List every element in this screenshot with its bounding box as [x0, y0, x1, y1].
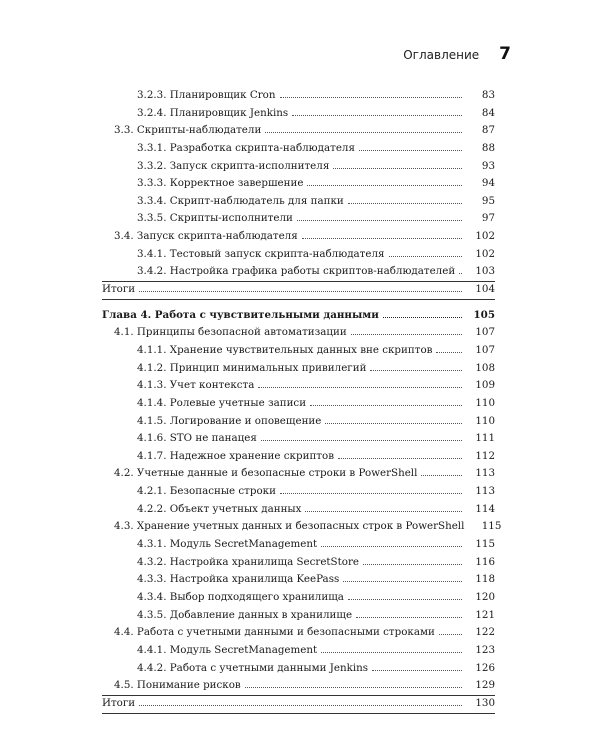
toc-entry-page: 107 — [475, 326, 495, 339]
dot-leader — [356, 616, 462, 618]
toc-entry[interactable] — [0, 175, 600, 193]
dot-leader — [139, 704, 462, 706]
toc-entry[interactable] — [0, 158, 600, 176]
toc-entry-title: 3.4. Запуск скрипта-наблюдателя — [114, 230, 298, 243]
toc-entry-page: 110 — [475, 396, 495, 409]
toc-chapter-entry[interactable] — [0, 307, 600, 325]
toc-entry-page: 121 — [475, 608, 495, 621]
toc-entry-title: 4.1.4. Ролевые учетные записи — [137, 396, 307, 409]
toc-entry-page: 83 — [481, 89, 495, 101]
toc-entry-title: Итоги — [102, 283, 136, 296]
toc-entry[interactable] — [0, 642, 600, 660]
toc-entry[interactable] — [0, 483, 600, 501]
toc-entry-title: 4.1.6. STO не панацея — [137, 432, 257, 445]
dot-leader — [280, 492, 462, 494]
toc-entry[interactable] — [0, 122, 600, 140]
toc-entry-page: 88 — [481, 141, 495, 154]
dot-leader — [389, 255, 463, 257]
dot-leader — [265, 131, 462, 133]
toc-entry-title: 4.1.1. Хранение чувствительных данных вне скриптов — [137, 343, 433, 356]
table-of-contents — [0, 87, 600, 712]
toc-entry[interactable] — [0, 105, 600, 123]
dot-leader — [245, 686, 462, 688]
toc-entry-title: 4.4. Работа с учетными данными и безопасными строками — [114, 626, 435, 639]
toc-entry-title: 3.3. Скрипты-наблюдатели — [114, 124, 262, 137]
toc-entry-title: 4.2.1. Безопасные строки — [137, 485, 276, 498]
toc-entry[interactable] — [0, 342, 600, 360]
toc-entry-page: 104 — [475, 283, 495, 296]
toc-entry[interactable] — [0, 624, 600, 642]
toc-entry-page: 123 — [475, 643, 495, 656]
toc-entry-title: 4.3.4. Выбор подходящего хранилища — [137, 590, 344, 603]
section-title: Оглавление — [403, 48, 480, 62]
toc-entry[interactable] — [0, 430, 600, 448]
toc-entry[interactable] — [0, 263, 600, 281]
toc-entry-title: 4.1. Принципы безопасной автоматизации — [114, 326, 347, 339]
toc-entry-title: 4.2. Учетные данные и безопасные строки в PowerShell — [114, 467, 418, 480]
toc-entry-page: 84 — [481, 106, 495, 119]
toc-entry[interactable] — [0, 228, 600, 246]
toc-entry[interactable] — [0, 395, 600, 413]
dot-leader — [351, 333, 462, 335]
toc-entry-title: 3.3.2. Запуск скрипта-исполнителя — [137, 159, 330, 172]
toc-entry-page: 105 — [473, 308, 495, 321]
divider-line — [102, 695, 495, 696]
running-header — [403, 44, 511, 64]
toc-entry[interactable] — [0, 281, 600, 299]
toc-entry-page: 95 — [481, 194, 495, 207]
toc-entry-title: 4.3.2. Настройка хранилища SecretStore — [137, 555, 359, 568]
dot-leader — [261, 439, 462, 441]
toc-entry[interactable] — [0, 324, 600, 342]
toc-entry-page: 87 — [481, 124, 495, 137]
dot-leader — [292, 114, 462, 116]
dot-leader — [383, 316, 462, 318]
toc-entry-title: 4.5. Понимание рисков — [114, 679, 241, 692]
toc-entry-page: 122 — [475, 626, 495, 639]
toc-entry[interactable] — [0, 571, 600, 589]
dot-leader — [348, 202, 462, 204]
dot-leader — [302, 237, 462, 239]
toc-entry-page: 102 — [475, 247, 495, 260]
dot-leader — [333, 167, 462, 169]
toc-entry-page: 113 — [475, 485, 495, 498]
toc-entry-title: 3.4.1. Тестовый запуск скрипта-наблюдателя — [137, 247, 385, 260]
dot-leader — [321, 545, 462, 547]
toc-entry-page: 126 — [475, 661, 495, 674]
toc-entry[interactable] — [0, 377, 600, 395]
dot-leader — [310, 404, 462, 406]
dot-leader — [359, 149, 462, 151]
toc-entry[interactable] — [0, 536, 600, 554]
toc-entry-page: 112 — [475, 449, 495, 462]
toc-entry-page: 118 — [475, 573, 495, 586]
dot-leader — [305, 510, 462, 512]
dot-leader — [348, 598, 462, 600]
toc-entry-page: 110 — [475, 414, 495, 427]
toc-entry-page: 107 — [475, 343, 495, 356]
dot-leader — [363, 563, 462, 565]
page-number: 7 — [499, 44, 511, 64]
dot-leader — [258, 386, 462, 388]
toc-entry-title: Итоги — [102, 696, 136, 709]
toc-entry-page: 115 — [475, 538, 495, 551]
toc-entry-title: 3.3.3. Корректное завершение — [137, 177, 304, 190]
toc-entry[interactable] — [0, 210, 600, 228]
dot-leader — [338, 457, 462, 459]
dot-leader — [459, 272, 462, 274]
toc-entry-page: 93 — [481, 159, 495, 172]
dot-leader — [370, 369, 462, 371]
toc-entry-title: 4.1.2. Принцип минимальных привилегий — [137, 361, 367, 374]
divider-line — [102, 299, 495, 300]
toc-entry[interactable] — [0, 501, 600, 519]
toc-entry-page: 111 — [475, 432, 495, 445]
toc-entry-page: 129 — [475, 679, 495, 692]
toc-entry[interactable] — [0, 695, 600, 713]
toc-entry[interactable] — [0, 246, 600, 264]
toc-entry-page: 97 — [481, 212, 495, 225]
toc-entry-page: 130 — [475, 696, 495, 709]
toc-entry-page: 94 — [481, 177, 495, 190]
divider-line — [102, 713, 495, 714]
dot-leader — [436, 351, 462, 353]
divider-line — [102, 281, 495, 282]
toc-entry[interactable] — [0, 607, 600, 625]
toc-entry-title: 3.2.3. Планировщик Cron — [137, 89, 276, 101]
toc-entry-title: 4.3.1. Модуль SecretManagement — [137, 538, 318, 551]
toc-entry[interactable] — [0, 193, 600, 211]
toc-entry-title: 3.3.4. Скрипт-наблюдатель для папки — [137, 194, 344, 207]
toc-entry-page: 115 — [481, 520, 502, 533]
toc-entry-page: 108 — [475, 361, 495, 374]
toc-entry[interactable] — [0, 448, 600, 466]
toc-entry-page: 120 — [475, 590, 495, 603]
toc-entry-page: 102 — [475, 230, 495, 243]
toc-entry[interactable] — [0, 518, 600, 536]
toc-entry-title: 4.1.7. Надежное хранение скриптов — [137, 449, 334, 462]
toc-entry-title: 3.3.1. Разработка скрипта-наблюдателя — [137, 141, 355, 154]
toc-entry-page: 114 — [475, 502, 495, 515]
dot-leader — [280, 96, 463, 98]
toc-entry-title: 4.3. Хранение учетных данных и безопасных строк в PowerShell — [114, 520, 465, 533]
dot-leader — [321, 651, 462, 653]
dot-leader — [307, 184, 462, 186]
toc-entry-title: 3.3.5. Скрипты-исполнители — [137, 212, 293, 225]
toc-entry-page: 116 — [475, 555, 495, 568]
dot-leader — [139, 290, 462, 292]
toc-entry-title: 4.3.3. Настройка хранилища KeePass — [137, 573, 340, 586]
toc-entry[interactable] — [0, 677, 600, 695]
dot-leader — [372, 669, 462, 671]
toc-entry[interactable] — [0, 87, 600, 105]
toc-entry[interactable] — [0, 554, 600, 572]
toc-entry[interactable] — [0, 140, 600, 158]
toc-entry[interactable] — [0, 413, 600, 431]
toc-entry-title: 3.2.4. Планировщик Jenkins — [137, 106, 289, 119]
toc-entry[interactable] — [0, 360, 600, 378]
toc-entry-title: 4.4.2. Работа с учетными данными Jenkins — [137, 661, 369, 674]
toc-entry-page: 113 — [475, 467, 495, 480]
dot-leader — [439, 633, 462, 635]
toc-entry-title: 4.1.3. Учет контекста — [137, 379, 255, 392]
toc-entry-page: 109 — [475, 379, 495, 392]
toc-entry-title: 4.1.5. Логирование и оповещение — [137, 414, 322, 427]
toc-entry[interactable] — [0, 660, 600, 678]
toc-entry-title: 4.4.1. Модуль SecretManagement — [137, 643, 318, 656]
dot-leader — [297, 219, 462, 221]
toc-entry[interactable] — [0, 465, 600, 483]
toc-entry-title: Глава 4. Работа с чувствительными данными — [102, 308, 379, 321]
toc-entry[interactable] — [0, 589, 600, 607]
toc-entry-page: 103 — [475, 265, 495, 278]
toc-entry-title: 4.3.5. Добавление данных в хранилище — [137, 608, 353, 621]
dot-leader — [421, 474, 462, 476]
toc-entry-title: 3.4.2. Настройка графика работы скриптов-наблюдателей — [137, 265, 456, 278]
dot-leader — [325, 422, 462, 424]
toc-entry-title: 4.2.2. Объект учетных данных — [137, 502, 302, 515]
dot-leader — [343, 580, 462, 582]
